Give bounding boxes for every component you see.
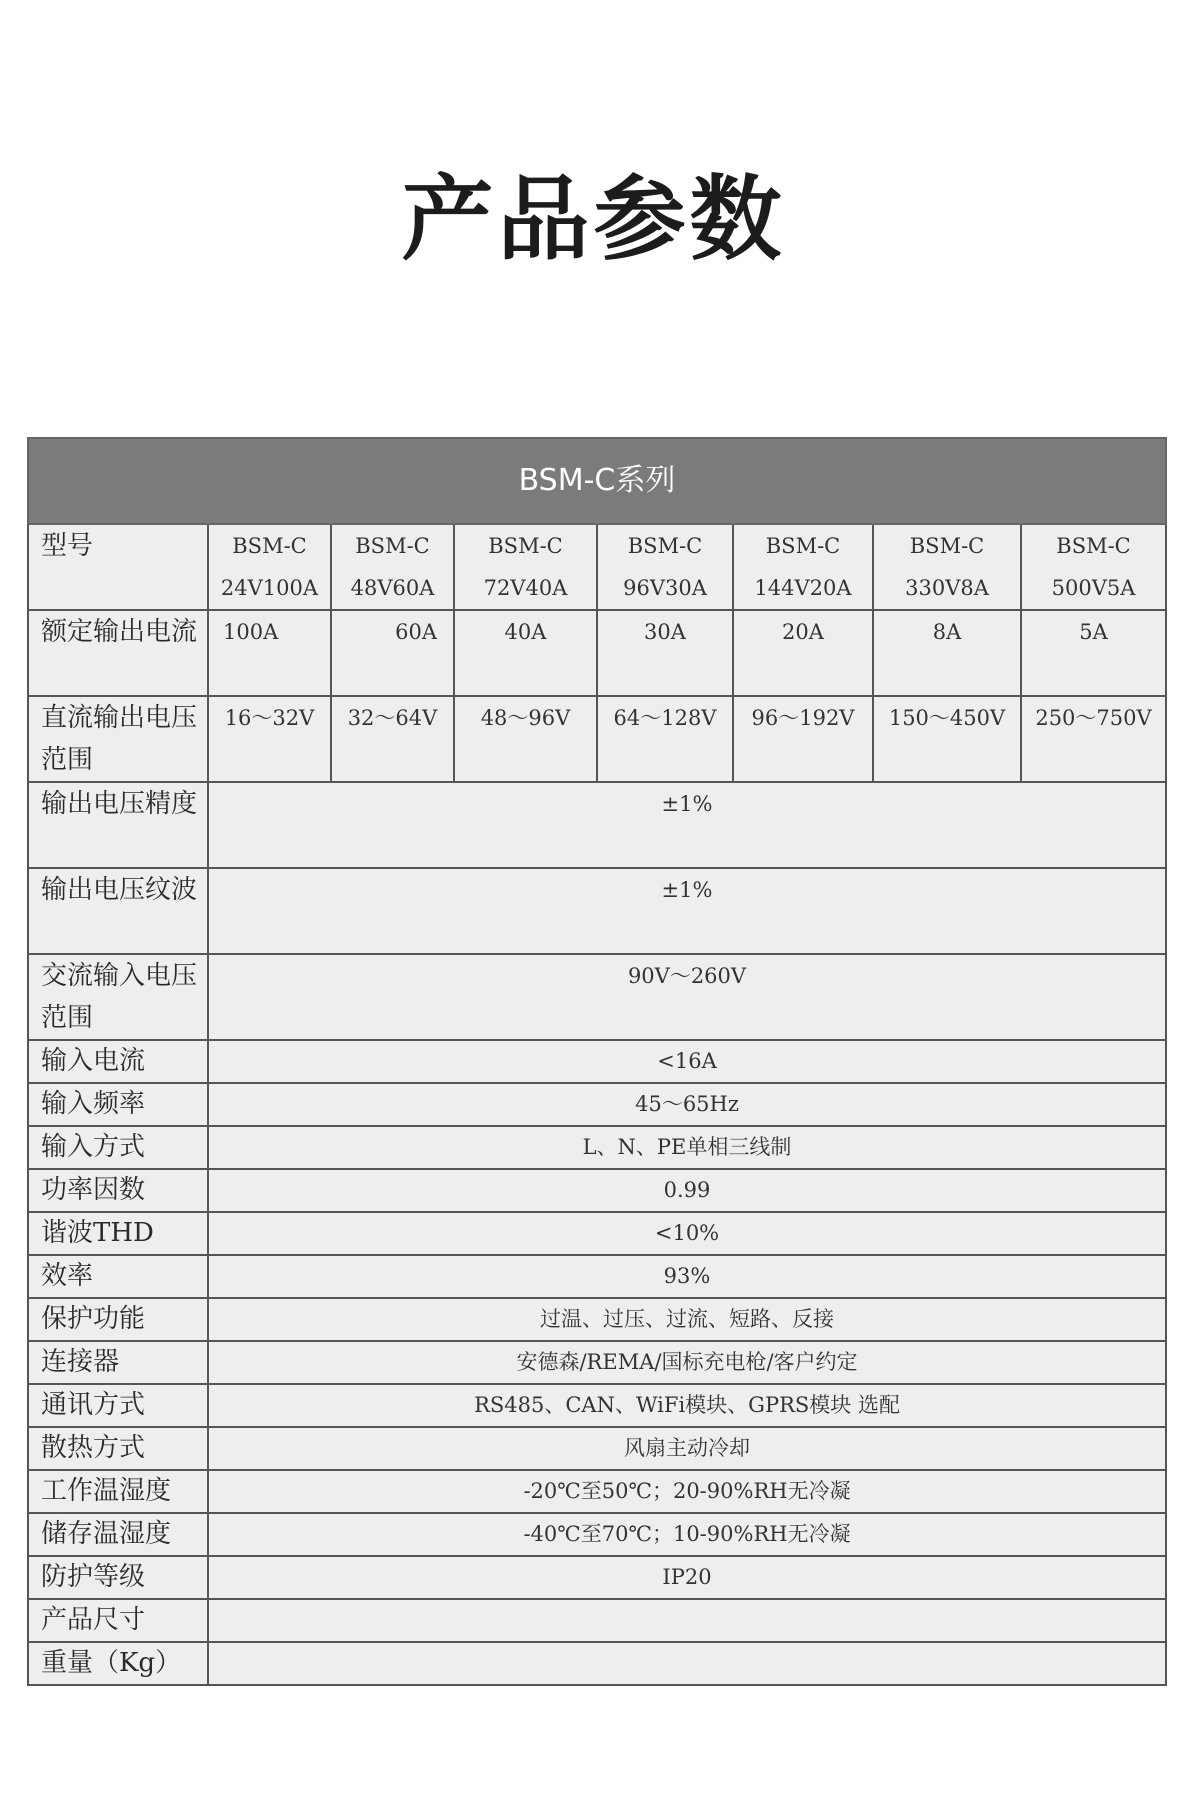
row-label: 产品尺寸 xyxy=(28,1599,208,1642)
spec-row xyxy=(28,954,1166,1040)
row-label: 输入电流 xyxy=(28,1040,208,1083)
row-label: 型号 xyxy=(28,524,208,610)
series-title: BSM-C系列 xyxy=(28,438,1166,524)
value-cell xyxy=(208,1599,1166,1642)
value-cell xyxy=(208,1642,1166,1685)
value-cell: 96～192V xyxy=(733,696,873,782)
model-cell: BSM-C 96V30A xyxy=(597,524,733,610)
spec-row xyxy=(28,1126,1166,1169)
row-label: 功率因数 xyxy=(28,1169,208,1212)
model-cell: BSM-C 24V100A xyxy=(208,524,331,610)
page-title: 产品参数 xyxy=(401,166,786,273)
row-label: 储存温湿度 xyxy=(28,1513,208,1556)
spec-row xyxy=(28,868,1166,954)
value-cell: 64～128V xyxy=(597,696,733,782)
value-cell: 0.99 xyxy=(208,1169,1166,1212)
model-cell: BSM-C 48V60A xyxy=(331,524,454,610)
row-label: 交流输入电压范围 xyxy=(28,954,208,1040)
spec-table xyxy=(27,437,1167,1686)
value-cell: 32～64V xyxy=(331,696,454,782)
value-cell: 20A xyxy=(733,610,873,696)
spec-row xyxy=(28,1599,1166,1642)
value-cell: 100A xyxy=(208,610,331,696)
spec-row xyxy=(28,1169,1166,1212)
model-cell: BSM-C 500V5A xyxy=(1021,524,1166,610)
dc-voltage-row xyxy=(28,696,1166,782)
spec-row xyxy=(28,1384,1166,1427)
row-label: 工作温湿度 xyxy=(28,1470,208,1513)
row-label: 通讯方式 xyxy=(28,1384,208,1427)
model-row xyxy=(28,524,1166,610)
row-label: 连接器 xyxy=(28,1341,208,1384)
row-label: 谐波THD xyxy=(28,1212,208,1255)
row-label: 输入方式 xyxy=(28,1126,208,1169)
value-cell: 90V～260V xyxy=(208,954,1166,1040)
row-label: 输入频率 xyxy=(28,1083,208,1126)
model-cell: BSM-C 144V20A xyxy=(733,524,873,610)
row-label: 防护等级 xyxy=(28,1556,208,1599)
value-cell: 48～96V xyxy=(454,696,597,782)
value-cell: 16～32V xyxy=(208,696,331,782)
spec-row xyxy=(28,1255,1166,1298)
value-cell: 30A xyxy=(597,610,733,696)
value-cell: IP20 xyxy=(208,1556,1166,1599)
spec-row xyxy=(28,1642,1166,1685)
value-cell: L、N、PE单相三线制 xyxy=(208,1126,1166,1169)
row-label: 散热方式 xyxy=(28,1427,208,1470)
value-cell: 150～450V xyxy=(873,696,1021,782)
value-cell: ±1% xyxy=(208,782,1166,868)
rated-current-row xyxy=(28,610,1166,696)
value-cell: 安德森/REMA/国标充电枪/客户约定 xyxy=(208,1341,1166,1384)
value-cell: 93% xyxy=(208,1255,1166,1298)
value-cell: 250～750V xyxy=(1021,696,1166,782)
spec-row xyxy=(28,782,1166,868)
value-cell: -20℃至50℃；20-90%RH无冷凝 xyxy=(208,1470,1166,1513)
spec-row xyxy=(28,1040,1166,1083)
value-cell: 8A xyxy=(873,610,1021,696)
row-label: 直流输出电压范围 xyxy=(28,696,208,782)
value-cell: 45～65Hz xyxy=(208,1083,1166,1126)
spec-row xyxy=(28,1513,1166,1556)
value-cell: -40℃至70℃；10-90%RH无冷凝 xyxy=(208,1513,1166,1556)
model-cell: BSM-C 72V40A xyxy=(454,524,597,610)
spec-row xyxy=(28,1083,1166,1126)
value-cell: <16A xyxy=(208,1040,1166,1083)
spec-row xyxy=(28,1298,1166,1341)
value-cell: 过温、过压、过流、短路、反接 xyxy=(208,1298,1166,1341)
value-cell: 60A xyxy=(331,610,454,696)
value-cell: ±1% xyxy=(208,868,1166,954)
row-label: 输出电压精度 xyxy=(28,782,208,868)
value-cell: <10% xyxy=(208,1212,1166,1255)
spec-row xyxy=(28,1470,1166,1513)
value-cell: 风扇主动冷却 xyxy=(208,1427,1166,1470)
value-cell: 40A xyxy=(454,610,597,696)
row-label: 额定输出电流 xyxy=(28,610,208,696)
model-cell: BSM-C 330V8A xyxy=(873,524,1021,610)
row-label: 效率 xyxy=(28,1255,208,1298)
spec-row xyxy=(28,1341,1166,1384)
spec-row xyxy=(28,1556,1166,1599)
row-label: 输出电压纹波 xyxy=(28,868,208,954)
spec-row xyxy=(28,1427,1166,1470)
table-header-row xyxy=(28,438,1166,524)
spec-row xyxy=(28,1212,1166,1255)
value-cell: 5A xyxy=(1021,610,1166,696)
row-label: 重量（Kg） xyxy=(28,1642,208,1685)
value-cell: RS485、CAN、WiFi模块、GPRS模块 选配 xyxy=(208,1384,1166,1427)
row-label: 保护功能 xyxy=(28,1298,208,1341)
